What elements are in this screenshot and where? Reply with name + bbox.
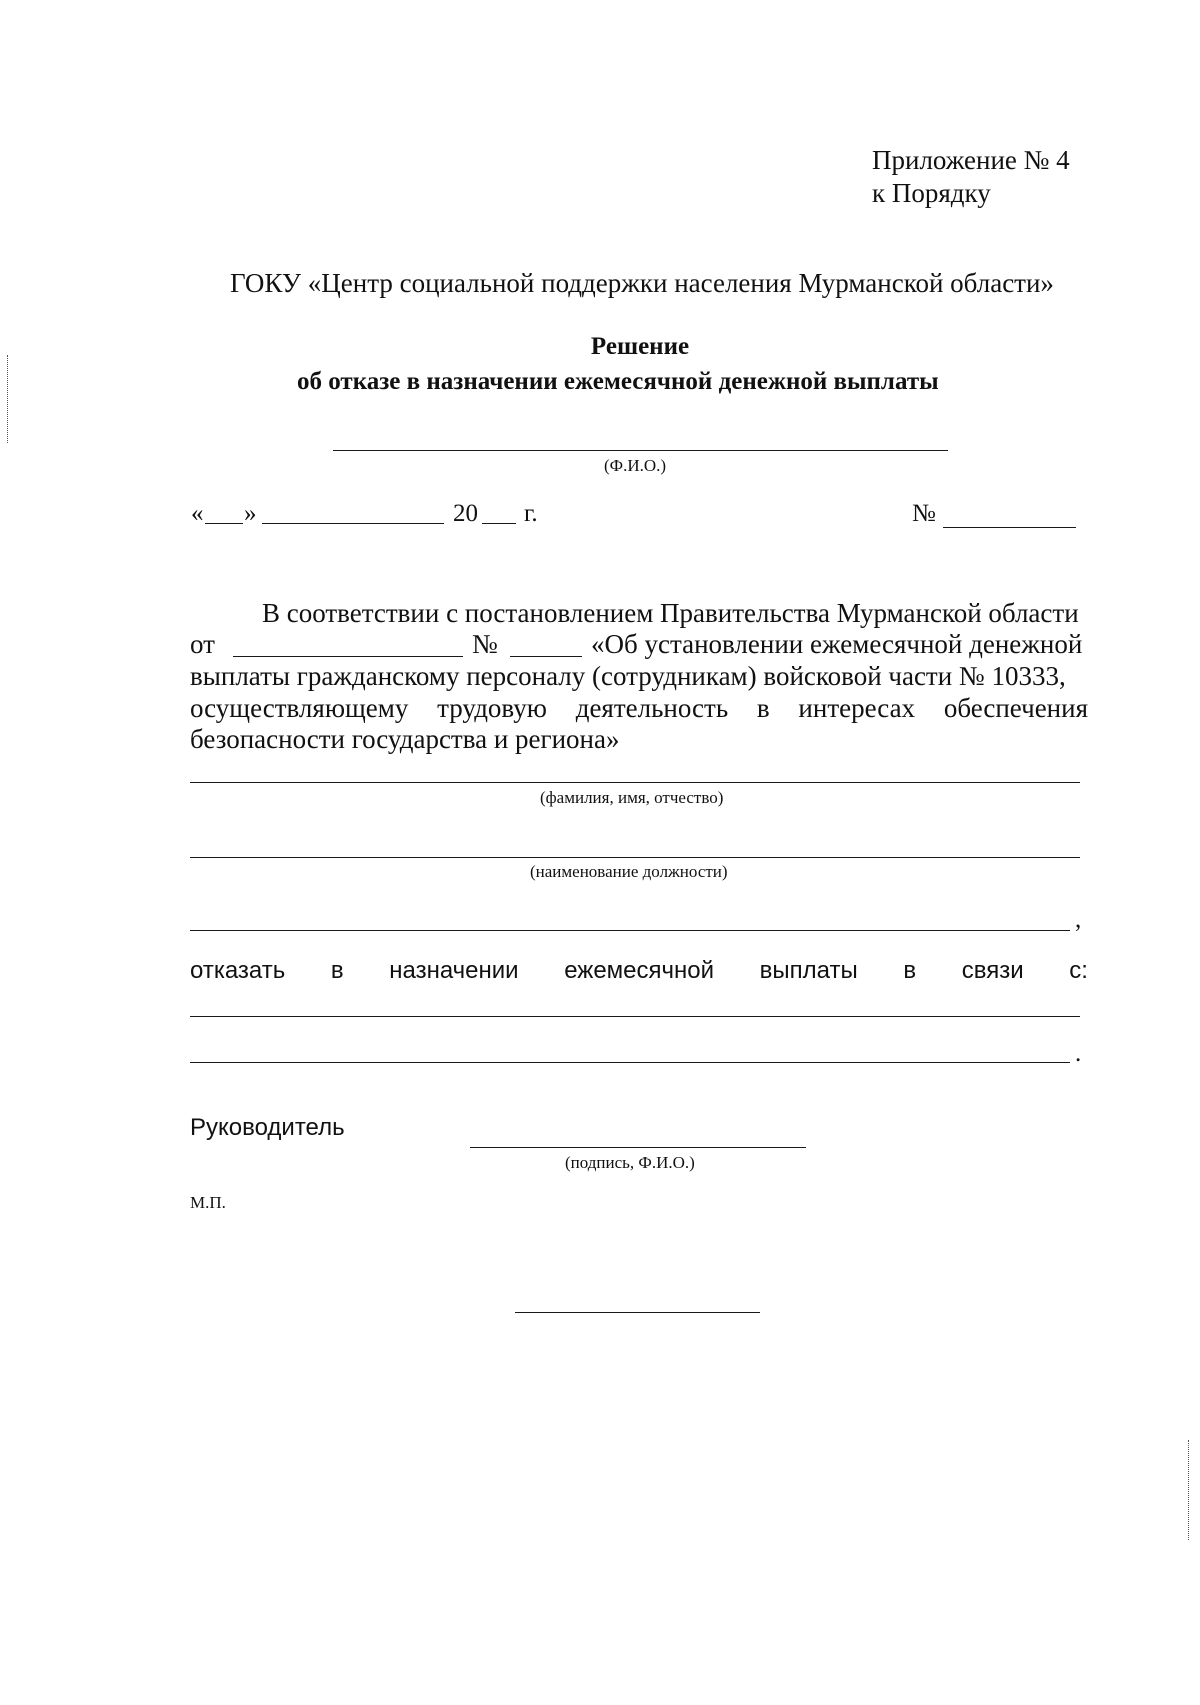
stamp-label: М.П. [190, 1193, 226, 1212]
date-month-line [262, 523, 444, 524]
reason-field-period: . [1075, 1040, 1082, 1067]
paragraph-line-5: безопасности государства и региона» [190, 724, 620, 754]
title-line-2: об отказе в назначении ежемесячной денежной выплаты [297, 368, 939, 395]
number-line [943, 527, 1076, 528]
refuse-row-word: ежемесячной [564, 957, 715, 984]
paragraph-line-4-word: трудовую [437, 693, 547, 723]
reason-field-line-2 [190, 1062, 1070, 1063]
signature-field-line [470, 1147, 806, 1148]
refuse-row-word: назначении [389, 957, 519, 984]
date-day-line [205, 523, 243, 524]
paragraph-line-3: выплаты гражданскому персоналу (сотрудникам) войсковой части № 10333, [190, 661, 1066, 691]
number-sign: № [912, 500, 936, 527]
paragraph-line-2-rest: «Об установлении ежемесячной денежной [591, 629, 1083, 659]
signature-caption: (подпись, Ф.И.О.) [565, 1153, 695, 1172]
full-name-caption: (фамилия, имя, отчество) [540, 788, 724, 807]
end-separator-line [515, 1312, 760, 1313]
refuse-row-word: отказать [190, 957, 286, 984]
refuse-row-word: в [903, 957, 917, 984]
appendix-line-1: Приложение № 4 [872, 145, 1070, 175]
date-open-quote: « [191, 500, 204, 527]
scan-mark-right [1188, 1440, 1189, 1540]
paragraph-line-4-word: интересах [798, 693, 916, 723]
decree-date-line [233, 656, 463, 657]
date-year-prefix: 20 [453, 500, 478, 527]
position-field-line [190, 857, 1080, 858]
document-title [0, 333, 1200, 361]
paragraph-line-2-number-sign: № [472, 629, 498, 659]
full-name-field-line [190, 782, 1080, 783]
paragraph-line-2-from: от [190, 629, 215, 659]
date-close-quote: » [244, 500, 257, 527]
fio-caption: (Ф.И.О.) [604, 456, 667, 475]
blank-field-comma: , [1075, 906, 1082, 933]
refuse-row-word: с: [1069, 957, 1088, 984]
paragraph-line-1: В соответствии с постановлением Правительства Мурманской области [262, 598, 1079, 628]
date-year-line [482, 523, 516, 524]
title-line-1: Решение [590, 333, 690, 360]
organization-name: ГОКУ «Центр социальной поддержки населения Мурманской области» [230, 268, 1054, 298]
head-label: Руководитель [190, 1114, 345, 1141]
paragraph-line-4-word: деятельность [575, 693, 729, 723]
paragraph-line-4-word: в [756, 693, 770, 723]
appendix-line-2: к Порядку [872, 178, 991, 208]
decree-number-line [510, 656, 582, 657]
position-caption: (наименование должности) [530, 862, 728, 881]
reason-field-line-1 [190, 1016, 1080, 1017]
paragraph-line-4-word: обеспечения [943, 693, 1088, 723]
blank-field-line-1 [190, 930, 1070, 931]
paragraph-line-4 [190, 693, 1088, 724]
fio-field-line [333, 450, 948, 451]
refuse-row-word: связи [961, 957, 1024, 984]
paragraph-line-4-word: осуществляющему [190, 693, 409, 723]
refuse-row [190, 957, 1088, 985]
scan-mark-left [7, 355, 8, 443]
refuse-row-word: в [330, 957, 344, 984]
refuse-row-word: выплаты [759, 957, 858, 984]
date-year-suffix: г. [524, 500, 538, 527]
